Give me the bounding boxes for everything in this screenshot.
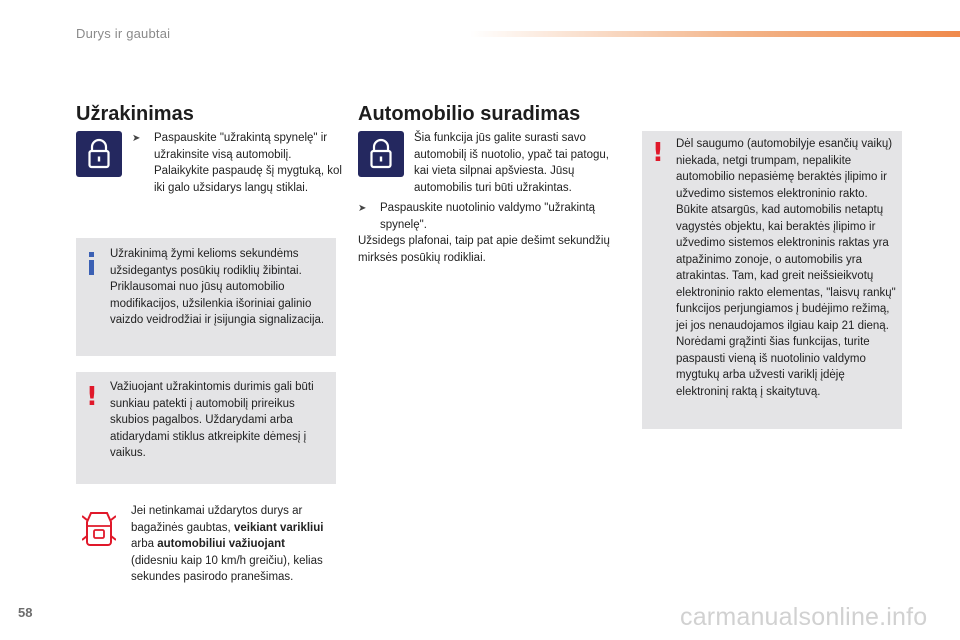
header-accent-bar xyxy=(470,31,960,37)
lock-button-icon xyxy=(358,131,404,177)
watermark: carmanualsonline.info xyxy=(680,603,928,631)
arrow-right-icon: ➤ xyxy=(132,133,141,144)
door-note-text-1: Jei netinkamai uždarytos durys ar bagažinės gaubtas, xyxy=(131,505,303,534)
locating-intro: Šia funkcija jūs galite surasti savo automobilį iš nuotolio, ypač tai patogu, kai vieta silpnai apšviesta. Jūsų automobilis turi būti užrakintas. xyxy=(414,132,609,194)
running-header: Durys ir gaubtai xyxy=(76,26,171,41)
section-title-locating: Automobilio suradimas xyxy=(358,103,581,125)
door-note-text-3: (didesniu kaip 10 km/h greičiu), kelias sekundes pasirodo pranešimas. xyxy=(131,554,323,583)
info-box-text: Užrakinimą žymi kelioms sekundėms užsidegantys posūkių rodiklių žibintai. Priklausomai nuo jūsų automobilio modifikacijos, užsilenkia išoriniai galinio vaizdo veidrodžiai ir įsijungia signalizacija. xyxy=(110,248,325,326)
locking-instruction xyxy=(132,130,342,196)
door-note-text-2: arba xyxy=(131,538,158,550)
warning-box-left-text: Važiuojant užrakintomis durimis gali būti sunkiau patekti į automobilį prireikus skubios pagalbos. Uždarydami arba atidarydami stiklus atkreipkite dėmesį į vaikus. xyxy=(110,381,314,459)
lock-button-icon xyxy=(76,131,122,177)
warning-icon: ! xyxy=(86,382,98,412)
locking-instruction-text: Paspauskite "užrakintą spynelę" ir užrakinsite visą automobilį. Palaikykite paspaudę šį mygtuką, kol iki galo užsidarys langų stiklai. xyxy=(154,132,342,194)
locating-result: Užsidegs plafonai, taip pat apie dešimt sekundžių mirksės posūkių rodikliai. xyxy=(358,235,610,264)
door-note-bold-1: veikiant varikliui xyxy=(233,521,324,534)
info-icon xyxy=(86,252,96,275)
locating-instruction xyxy=(358,200,620,233)
car-door-open-icon xyxy=(82,510,116,553)
door-note-bold-2: automobiliui važiuojant xyxy=(157,538,285,550)
page-number: 58 xyxy=(18,605,33,620)
warning-icon: ! xyxy=(652,138,664,168)
section-title-locking: Užrakinimas xyxy=(76,103,194,125)
warning-box-right-text: Dėl saugumo (automobilyje esančių vaikų) niekada, netgi trumpam, nepalikite automobilio nepasiėmę beraktės įlipimo ir užvedimo sistemos elektroninio rakto. Būkite atsargūs, kad automobilis netaptų vagystės objektu, kai beraktės įlipimo ir užvedimo sistemos elektroninis raktas yra atpažinimo zonoje, o automobilis yra atrakintas. Tam, kad greit neišsieikvotų elektroninio rakto elementas, "laisvų rankų" funkcijos perjungiamos į budėjimo režimą, jei jos nenaudojamos ilgiau kaip 21 dieną. Norėdami grąžinti šias funkcijas, turite paspausti vieną iš nuotolinio valdymo mygtukų arba užvesti variklį įdėję elektroninį raktą į skaitytuvą. xyxy=(676,138,896,398)
door-warning-note xyxy=(131,503,331,586)
locating-instruction-text: Paspauskite nuotolinio valdymo "užrakintą spynelę". xyxy=(380,202,596,231)
arrow-right-icon: ➤ xyxy=(358,203,367,214)
